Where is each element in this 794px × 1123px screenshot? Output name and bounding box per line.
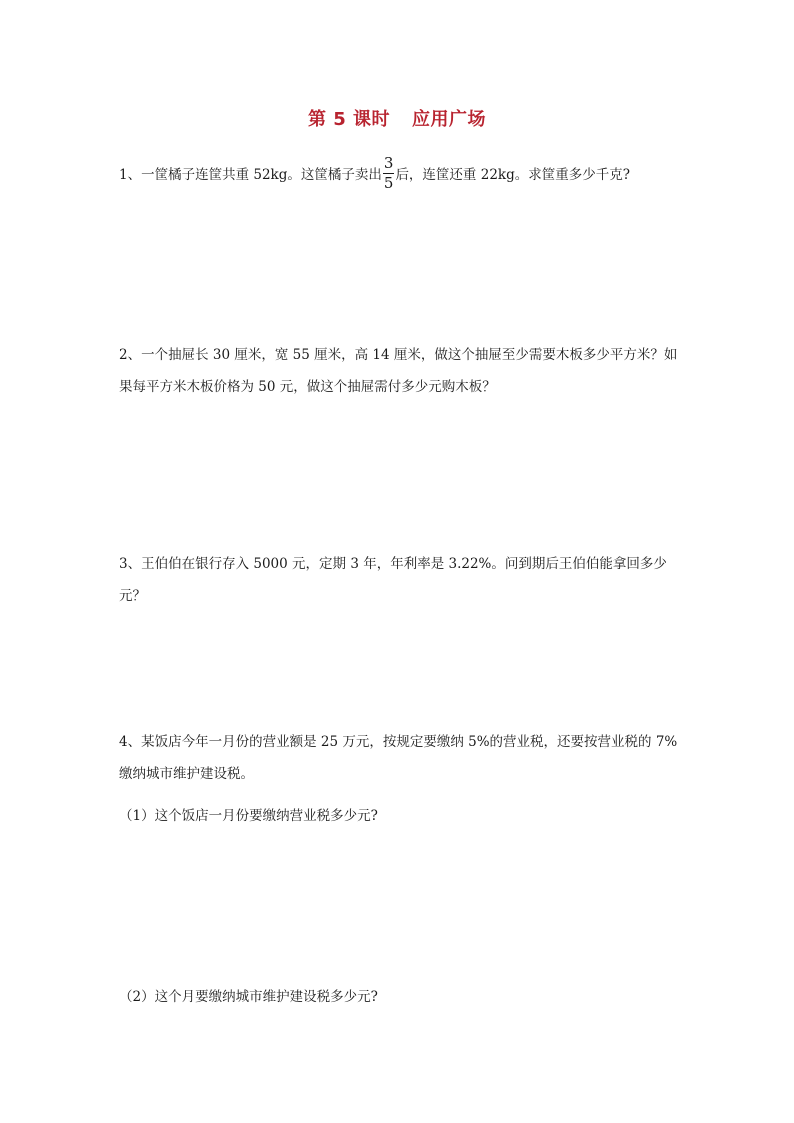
- question-2-line-1: 2、一个抽屉长 30 厘米，宽 55 厘米，高 14 厘米，做这个抽屉至少需要木板多少平方米？如: [119, 347, 678, 363]
- question-4-part-1: [119, 800, 684, 832]
- question-4-part-1-text: （1）这个饭店一月份要缴纳营业税多少元?: [119, 808, 378, 824]
- fraction-denominator: 5: [383, 174, 394, 192]
- question-1-text-after: 后，连筐还重 22kg。求筐重多少千克?: [395, 167, 630, 183]
- question-4-line-2: 缴纳城市维护建设税。: [119, 766, 254, 782]
- question-4-line-1: 4、某饭店今年一月份的营业额是 25 万元，按规定要缴纳 5%的营业税，还要按营业税的 7%: [119, 734, 678, 750]
- title-lesson: 第 5 课时: [307, 109, 391, 130]
- question-2-line-2: 果每平方米木板价格为 50 元，做这个抽屉需付多少元购木板？: [119, 379, 496, 395]
- fraction-numerator: 3: [383, 154, 394, 172]
- page-title: [0, 105, 794, 131]
- title-topic: 应用广场: [412, 109, 487, 130]
- question-4-part-2: [119, 981, 684, 1013]
- fraction: [383, 156, 395, 191]
- question-1-text-before: 1、一筐橘子连筐共重 52kg。这筐橘子卖出: [119, 167, 382, 183]
- question-1: [119, 154, 684, 193]
- question-4-part-2-text: （2）这个月要缴纳城市维护建设税多少元?: [119, 989, 378, 1005]
- question-3-text: 3、王伯伯在银行存入 5000 元，定期 3 年，年利率是 3.22%。问到期后王伯伯能拿回多少元？: [119, 556, 667, 604]
- question-3: [119, 548, 684, 612]
- question-2: [119, 339, 684, 403]
- question-4: [119, 726, 684, 790]
